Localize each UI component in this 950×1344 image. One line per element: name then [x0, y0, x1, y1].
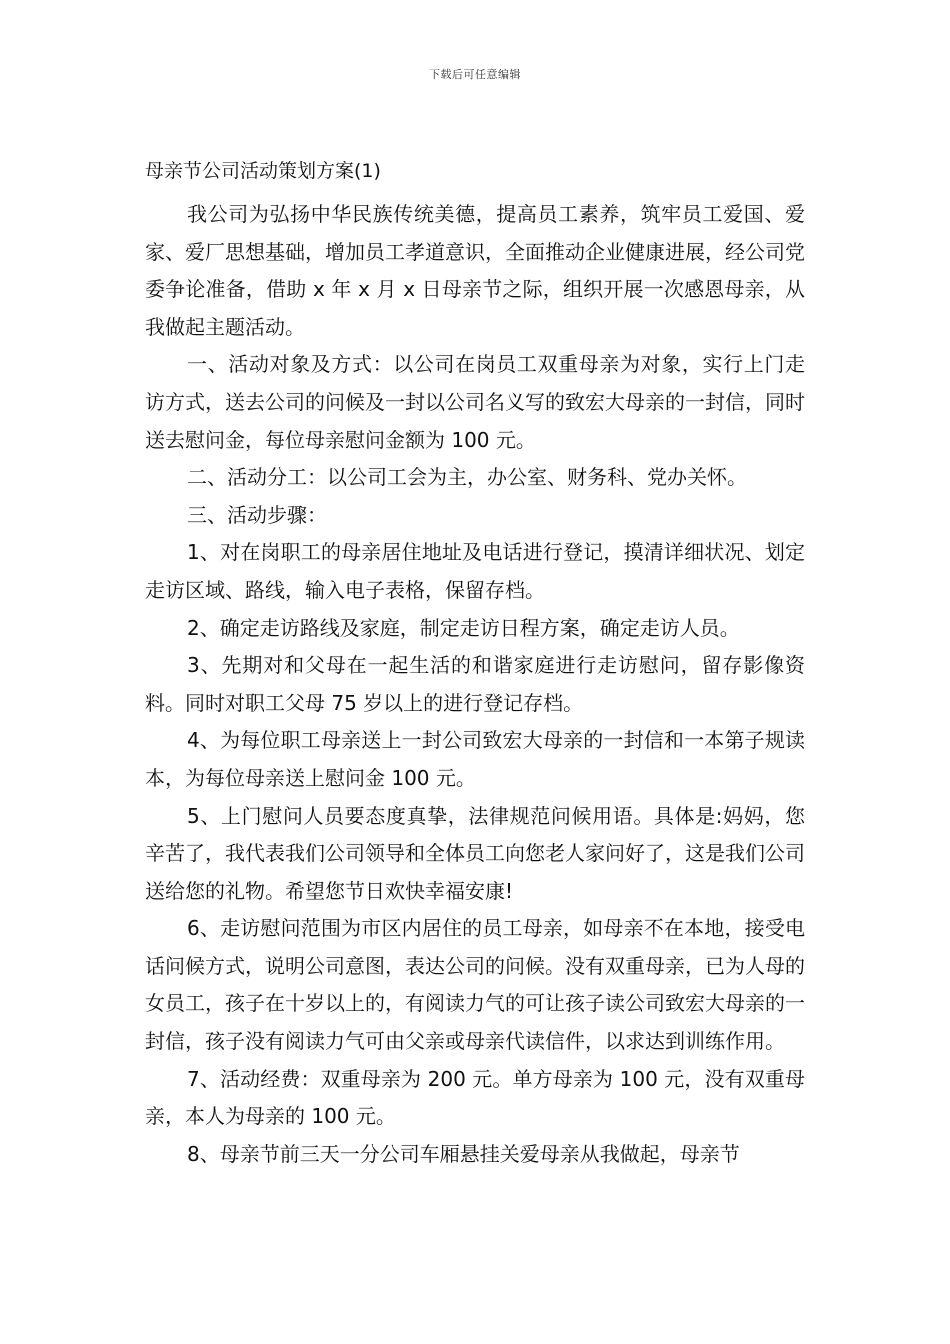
paragraph-step-2: 2、确定走访路线及家庭，制定走访日程方案，确定走访人员。 — [187, 615, 740, 640]
paragraph-step-7: 7、活动经费：双重母亲为 200 元。单方母亲为 100 元，没有双重母亲，本人为母亲的 100 元。 — [145, 1066, 805, 1129]
document-title: 母亲节公司活动策划方案(1) — [145, 160, 381, 182]
paragraph-step-4: 4、为每位职工母亲送上一封公司致宏大母亲的一封信和一本第子规读本，为每位母亲送上慰问金 100 元。 — [145, 728, 805, 790]
paragraph-step-3: 3、先期对和父母在一起生活的和谐家庭进行走访慰问，留存影像资料。同时对职工父母 75 岁以上的进行登记存档。 — [145, 653, 805, 715]
paragraph-step-8: 8、母亲节前三天一分公司车厢悬挂关爱母亲从我做起，母亲节 — [187, 1141, 740, 1166]
page-header: 下载后可任意编辑 — [429, 68, 521, 81]
paragraph-section-3: 三、活动步骤： — [187, 502, 327, 527]
paragraph-step-1: 1、对在岗职工的母亲居住地址及电话进行登记，摸清详细状况、划定走访区域、路线，输入电子表格，保留存档。 — [145, 540, 805, 602]
paragraph-step-6: 6、走访慰问范围为市区内居住的员工母亲，如母亲不在本地，接受电话问候方式，说明公司意图，表达公司的问候。没有双重母亲，已为人母的女员工，孩子在十岁以上的，有阅读力气的可让孩子读公司致宏大母亲的一封信，孩子没有阅读力气可由父亲或母亲代读信件，以求达到训练作用。 — [145, 916, 805, 1054]
document-body — [145, 196, 805, 1173]
paragraph-intro: 我公司为弘扬中华民族传统美德，提高员工素养，筑牢员工爱国、爱家、爱厂思想基础，增加员工孝道意识，全面推动企业健康进展，经公司党委争论准备，借助 x 年 x 月 x 日母亲节之际，组织开展一次感恩母亲，从我做起主题活动。 — [145, 202, 805, 339]
paragraph-section-2: 二、活动分工：以公司工会为主，办公室、财务科、党办关怀。 — [187, 465, 747, 490]
paragraph-step-5: 5、上门慰问人员要态度真挚，法律规范问候用语。具体是:妈妈，您辛苦了，我代表我们公司领导和全体员工向您老人家问好了，这是我们公司送给您的礼物。希望您节日欢快幸福安康! — [145, 803, 805, 903]
paragraph-section-1: 一、活动对象及方式：以公司在岗员工双重母亲为对象，实行上门走访方式，送去公司的问候及一封以公司名义写的致宏大母亲的一封信，同时送去慰问金，每位母亲慰问金额为 100 元。 — [145, 352, 805, 452]
